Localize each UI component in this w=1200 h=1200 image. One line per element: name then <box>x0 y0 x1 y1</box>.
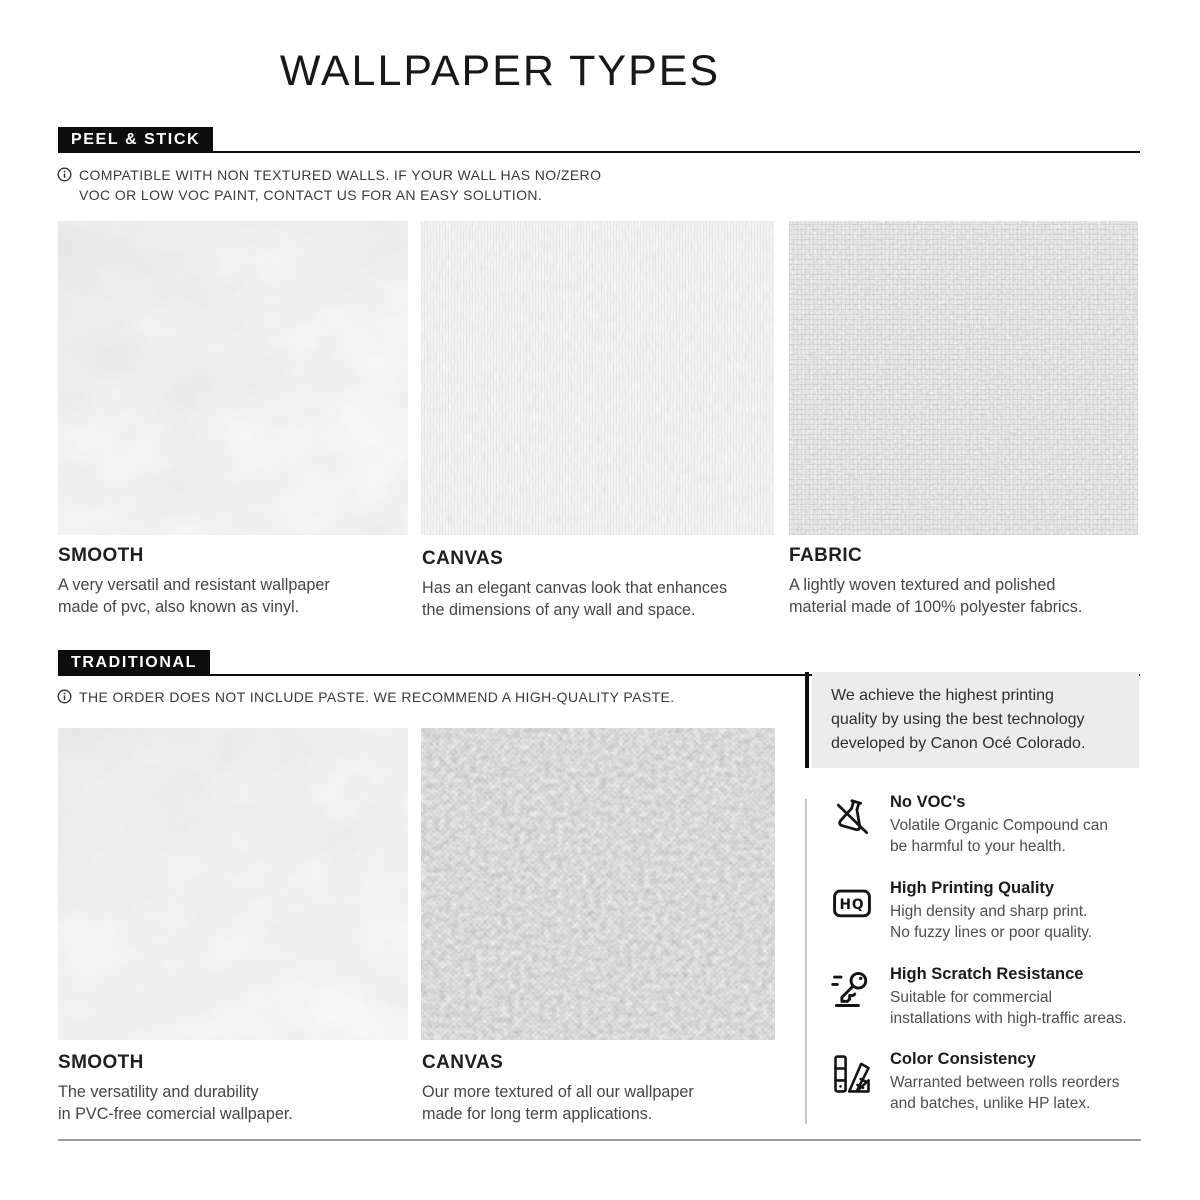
note-text: COMPATIBLE WITH NON TEXTURED WALLS. IF YOUR WALL HAS NO/ZERO VOC OR LOW VOC PAINT, CONTACT US FOR AN EASY SOLUTION. <box>79 167 602 203</box>
caption-peel-stick-smooth <box>58 545 418 618</box>
feature-title: High Scratch Resistance <box>890 965 1084 983</box>
section-label-peel-stick: PEEL & STICK <box>58 127 213 153</box>
info-icon <box>57 167 72 182</box>
feature-high-printing-quality <box>830 879 1152 943</box>
swatch-name: FABRIC <box>789 545 863 566</box>
swatch-name: CANVAS <box>422 548 504 569</box>
swatch-name: CANVAS <box>422 1052 504 1073</box>
features-divider-line <box>805 799 807 1124</box>
swatch-peel-stick-fabric <box>789 221 1138 535</box>
info-icon <box>57 689 72 704</box>
swatch-name: SMOOTH <box>58 545 144 566</box>
swatch-peel-stick-smooth <box>58 221 408 535</box>
caption-peel-stick-canvas <box>422 548 782 621</box>
feature-description: High density and sharp print. No fuzzy lines or poor quality. <box>890 903 1093 941</box>
caption-traditional-canvas <box>422 1052 782 1125</box>
svg-text:HQ: HQ <box>839 896 865 913</box>
swatch-name: SMOOTH <box>58 1052 144 1073</box>
feature-description: Volatile Organic Compound can be harmful to your health. <box>890 817 1108 855</box>
canvas-weave-overlay <box>421 221 774 535</box>
quote-accent-bar <box>805 672 809 768</box>
no-voc-flask-icon <box>830 795 874 839</box>
feature-text <box>890 1050 1119 1114</box>
swatch-peel-stick-canvas <box>421 221 774 535</box>
fabric-weave-overlay <box>789 221 1138 535</box>
bottom-divider-line <box>58 1139 1141 1141</box>
coarse-weave-overlay <box>421 728 775 1040</box>
section-label-traditional: TRADITIONAL <box>58 650 210 676</box>
feature-high-scratch-resistance <box>830 965 1152 1029</box>
section-rule-peel-stick <box>58 151 1140 153</box>
swatch-description: Our more textured of all our wallpaper made for long term applications. <box>422 1083 694 1123</box>
feature-description: Warranted between rolls reorders and batches, unlike HP latex. <box>890 1074 1120 1112</box>
quote-text: We achieve the highest printing quality by using the best technology developed by Canon Océ Colorado. <box>831 687 1086 752</box>
swatch-description: Has an elegant canvas look that enhances the dimensions of any wall and space. <box>422 579 728 619</box>
feature-description: Suitable for commercial installations with high-traffic areas. <box>890 989 1127 1027</box>
feature-title: Color Consistency <box>890 1050 1036 1068</box>
caption-traditional-smooth <box>58 1052 418 1125</box>
key-scratch-icon <box>830 967 874 1011</box>
swatch-description: The versatility and durability in PVC-free comercial wallpaper. <box>58 1083 293 1123</box>
swatch-description: A lightly woven textured and polished material made of 100% polyester fabrics. <box>789 576 1083 616</box>
swatch-traditional-canvas <box>421 728 775 1040</box>
traditional-note <box>57 687 675 707</box>
printing-quality-quote <box>812 672 1139 768</box>
feature-text <box>890 793 1108 857</box>
caption-peel-stick-fabric <box>789 545 1144 618</box>
feature-text <box>890 965 1127 1029</box>
feature-title: No VOC's <box>890 793 966 811</box>
feature-text <box>890 879 1092 943</box>
feature-title: High Printing Quality <box>890 879 1055 897</box>
swatch-shading <box>58 728 408 1040</box>
swatch-traditional-smooth <box>58 728 408 1040</box>
peel-stick-note <box>57 165 601 205</box>
feature-no-voc <box>830 793 1152 857</box>
color-swatches-icon <box>830 1052 874 1096</box>
note-text: THE ORDER DOES NOT INCLUDE PASTE. WE RECOMMEND A HIGH-QUALITY PASTE. <box>79 689 675 705</box>
swatch-shading <box>58 221 408 535</box>
swatch-description: A very versatil and resistant wallpaper made of pvc, also known as vinyl. <box>58 576 330 616</box>
page-title: WALLPAPER TYPES <box>279 47 721 95</box>
hq-badge-icon <box>830 881 874 925</box>
feature-color-consistency <box>830 1050 1152 1114</box>
